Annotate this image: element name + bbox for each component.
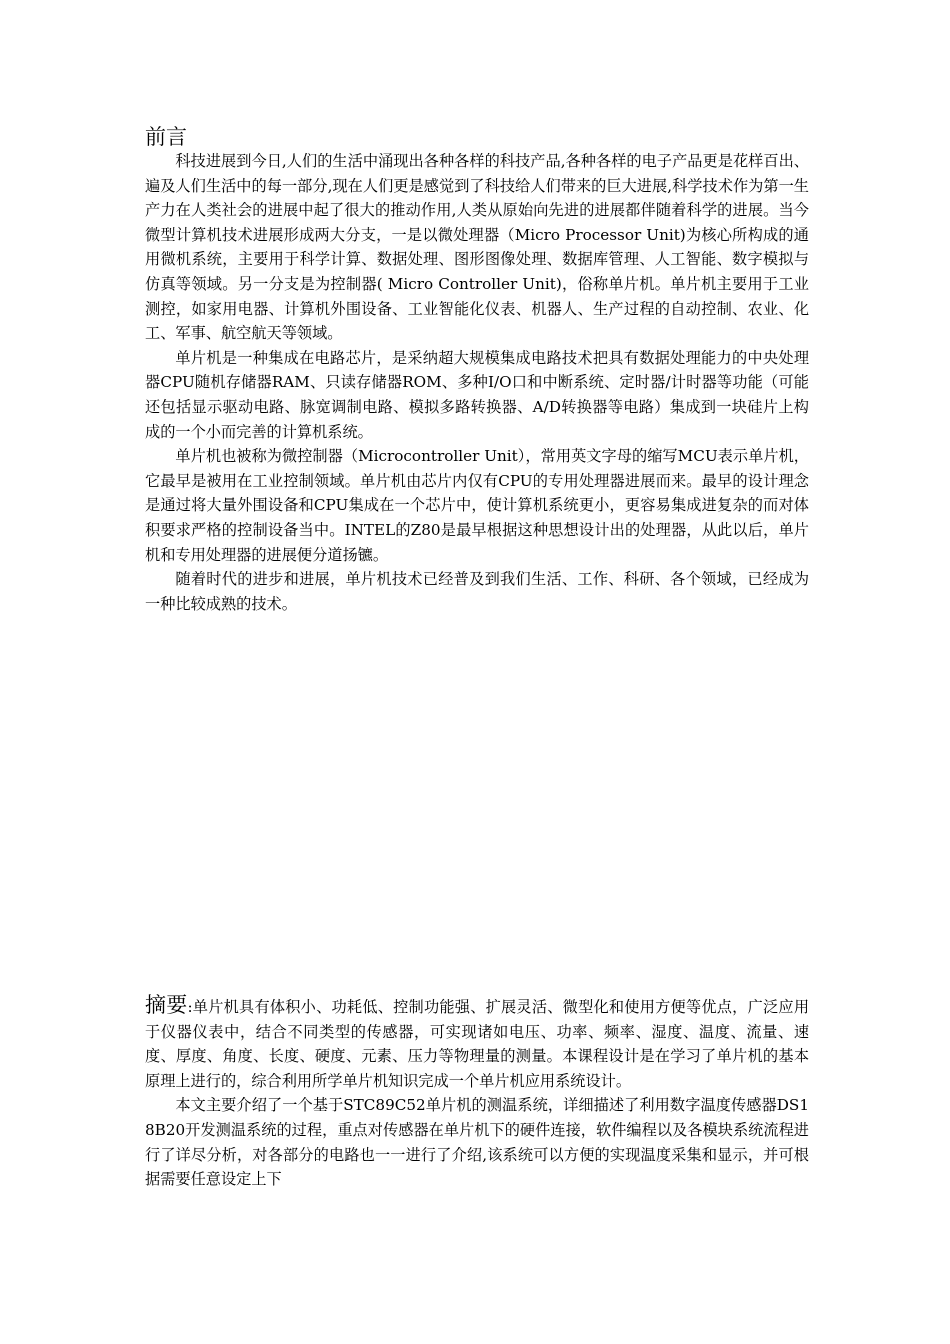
abstract-separator: : xyxy=(187,998,193,1016)
abstract-paragraph-1 xyxy=(145,993,809,1093)
preface-paragraph-3: 单片机也被称为微控制器（Microcontroller Unit），常用英文字母的缩写MCU表示单片机，它最早是被用在工业控制领域。单片机由芯片内仅有CPU的专用处理器进展而来。最早的设计理念是通过将大量外围设备和CPU集成在一个芯片中，使计算机系统更小，更容易集成进复杂的而对体积要求严格的控制设备当中。INTEL的Z80是最早根据这种思想设计出的处理器，从此以后，单片机和专用处理器的进展便分道扬镳。 xyxy=(145,447,809,564)
abstract-section xyxy=(145,993,809,1192)
preface-section xyxy=(145,149,809,616)
abstract-heading: 摘要 xyxy=(145,993,188,1017)
preface-paragraph-4: 随着时代的进步和进展，单片机技术已经普及到我们生活、工作、科研、各个领域，已经成为一种比较成熟的技术。 xyxy=(145,570,809,613)
preface-paragraph-1: 科技进展到今日,人们的生活中涌现出各种各样的科技产品,各种各样的电子产品更是花样百出、遍及人们生活中的每一部分,现在人们更是感觉到了科技给人们带来的巨大进展,科学技术作为第一生产力在人类社会的进展中起了很大的推动作用,人类从原始向先进的进展都伴随着科学的进展。当今微型计算机技术进展形成两大分支，一是以微处理器（Micro Processor Unit)为核心所构成的通用微机系统，主要用于科学计算、数据处理、图形图像处理、数据库管理、人工智能、数字模拟与仿真等领域。另一分支是为控制器( Micro Controller Unit)，俗称单片机。单片机主要用于工业测控，如家用电器、计算机外围设备、工业智能化仪表、机器人、生产过程的自动控制、农业、化工、军事、航空航天等领域。 xyxy=(145,152,809,343)
abstract-paragraph-2: 本文主要介绍了一个基于STC89C52单片机的测温系统，详细描述了利用数字温度传感器DS18B20开发测温系统的过程，重点对传感器在单片机下的硬件连接，软件编程以及各模块系统流程进行了详尽分析，对各部分的电路也一一进行了介绍,该系统可以方便的实现温度采集和显示，并可根据需要任意设定上下 xyxy=(145,1096,809,1189)
preface-paragraph-2: 单片机是一种集成在电路芯片，是采纳超大规模集成电路技术把具有数据处理能力的中央处理器CPU随机存储器RAM、只读存储器ROM、多种I/O口和中断系统、定时器/计时器等功能（可能还包括显示驱动电路、脉宽调制电路、模拟多路转换器、A/D转换器等电路）集成到一块硅片上构成的一个小而完善的计算机系统。 xyxy=(145,348,809,441)
preface-heading: 前言 xyxy=(145,125,187,149)
abstract-paragraph-1-text: 单片机具有体积小、功耗低、控制功能强、扩展灵活、微型化和使用方便等优点，广泛应用于仪器仪表中，结合不同类型的传感器，可实现诸如电压、功率、频率、湿度、温度、流量、速度、厚度、角度、长度、硬度、元素、压力等物理量的测量。本课程设计是在学习了单片机的基本原理上进行的，综合利用所学单片机知识完成一个单片机应用系统设计。 xyxy=(145,998,810,1090)
